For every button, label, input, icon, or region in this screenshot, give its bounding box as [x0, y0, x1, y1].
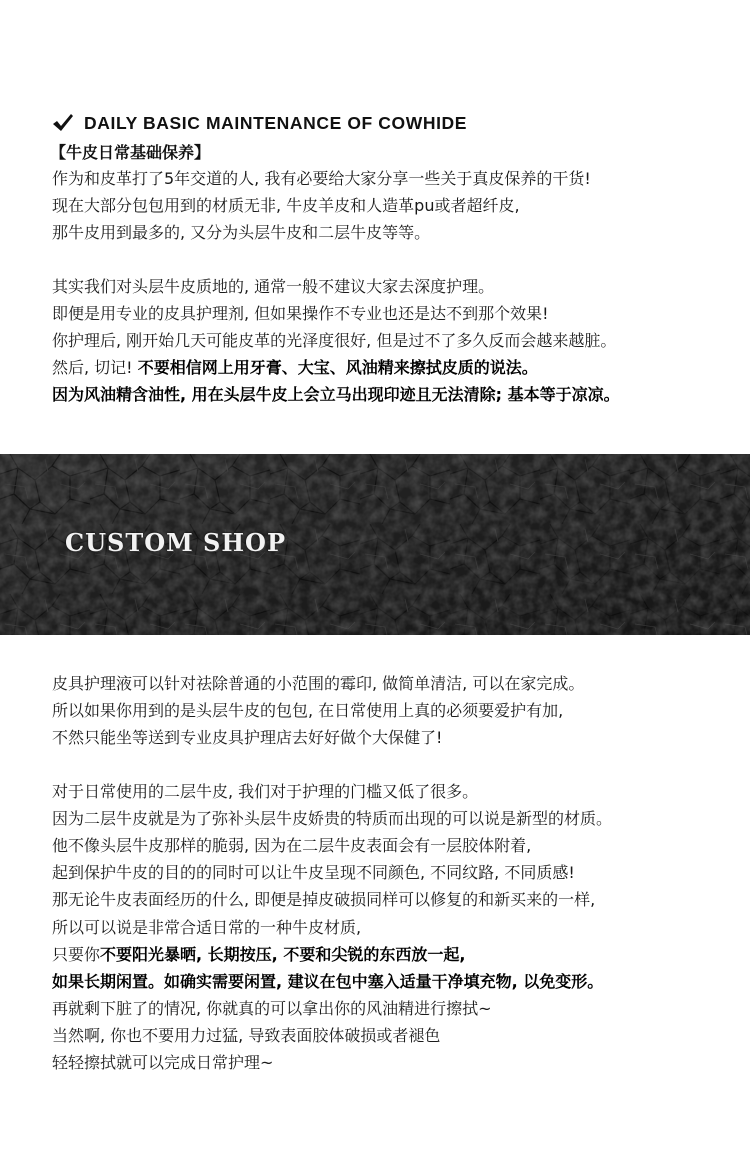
text-line: 起到保护牛皮的目的的同时可以让牛皮呈现不同颜色, 不同纹路, 不同质感! — [52, 863, 575, 883]
text-line: 所以可以说是非常合适日常的一种牛皮材质, — [52, 917, 362, 937]
text-line: 当然啊, 你也不要用力过猛, 导致表面胶体破损或者褪色 — [52, 1026, 441, 1046]
text-line-mixed — [52, 941, 612, 968]
text-line-bold — [52, 381, 620, 408]
text-emphasis: 如果长期闲置。如确实需要闲置, 建议在包中塞入适量干净填充物, 以免变形。 — [52, 971, 604, 991]
paragraph-gap — [52, 247, 620, 273]
text-line: 不然只能坐等送到专业皮具护理店去好好做个大保健了! — [52, 728, 443, 748]
text-normal: 只要你 — [52, 944, 101, 964]
checkmark-icon — [52, 113, 74, 133]
text-line: 因为二层牛皮就是为了弥补头层牛皮娇贵的特质而出现的可以说是新型的材质。 — [52, 808, 613, 828]
text-line: 即便是用专业的皮具护理剂, 但如果操作不专业也还是达不到那个效果! — [52, 303, 549, 323]
text-line: 其实我们对头层牛皮质地的, 通常一般不建议大家去深度护理。 — [52, 276, 495, 296]
banner-title: CUSTOM SHOP — [65, 528, 287, 557]
text-line-mixed — [52, 354, 620, 381]
section-heading-row — [52, 109, 467, 137]
text-line: 作为和皮革打了5年交道的人, 我有必要给大家分享一些关于真皮保养的干货! — [52, 169, 591, 188]
text-line: 皮具护理液可以针对祛除普通的小范围的霉印, 做简单清洁, 可以在家完成。 — [52, 674, 585, 693]
section-heading: DAILY BASIC MAINTENANCE OF COWHIDE — [84, 112, 468, 133]
intro-paragraphs — [52, 165, 620, 409]
text-line: 对于日常使用的二层牛皮, 我们对于护理的门槛又低了很多。 — [52, 781, 479, 801]
text-line: 你护理后, 刚开始几天可能皮革的光泽度很好, 但是过不了多久反而会越来越脏。 — [52, 330, 617, 350]
text-emphasis: 不要阳光暴晒, 长期按压, 不要和尖锐的东西放一起, — [100, 944, 466, 964]
text-line: 轻轻擦拭就可以完成日常护理~ — [52, 1053, 274, 1073]
text-line: 再就剩下脏了的情况, 你就真的可以拿出你的风油精进行擦拭~ — [52, 999, 492, 1019]
care-paragraphs — [52, 670, 612, 1077]
text-normal: 然后, 切记! — [52, 358, 138, 378]
text-line: 那无论牛皮表面经历的什么, 即便是掉皮破损同样可以修复的和新买来的一样, — [52, 890, 596, 910]
text-line: 他不像头层牛皮那样的脆弱, 因为在二层牛皮表面会有一层胶体附着, — [52, 835, 532, 855]
text-emphasis: 不要相信网上用牙膏、大宝、风油精来擦拭皮质的说法。 — [137, 358, 538, 378]
text-line-bold — [52, 968, 612, 995]
paragraph-gap — [52, 752, 612, 778]
section-subheading: 【牛皮日常基础保养】 — [50, 143, 211, 162]
text-line: 那牛皮用到最多的, 又分为头层牛皮和二层牛皮等等。 — [52, 223, 431, 243]
text-line: 现在大部分包包用到的材质无非, 牛皮羊皮和人造革pu或者超纤皮, — [52, 196, 520, 216]
text-emphasis: 因为风油精含油性, 用在头层牛皮上会立马出现印迹且无法清除; 基本等于凉凉。 — [52, 385, 620, 405]
text-line: 所以如果你用到的是头层牛皮的包包, 在日常使用上真的必须要爱护有加, — [52, 701, 564, 721]
